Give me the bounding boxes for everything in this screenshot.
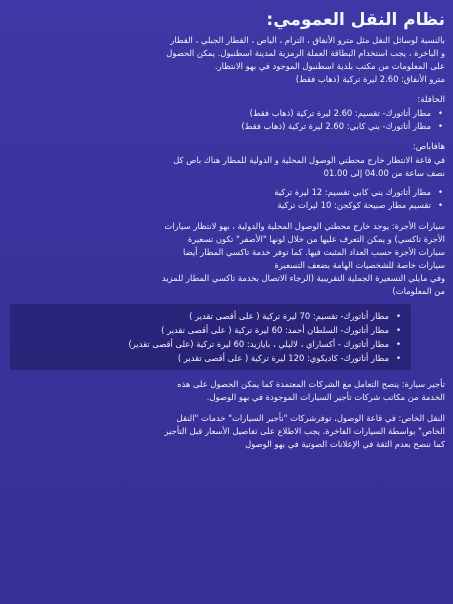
page-title: نظام النقل العمومي: xyxy=(266,10,445,30)
metro-price: مترو الأنفاق: 2.60 ليرة تركية (ذهاب فقط) xyxy=(295,74,445,84)
rental-line: تأجير سيارة: ينصح التعامل مع الشركات المعتمدة كما يمكن الحصول على هذه xyxy=(177,379,445,389)
havabus-line: في قاعة الانتظار خارج محطتي الوصول المحلية و الدولية للمطار هناك باص كل xyxy=(173,155,445,165)
private-transport-section xyxy=(10,412,445,451)
taxi-line: الأجرة تاكسي) و يمكن التعرف عليها من خلال لونها "الأصفر" تكون تسعيرة xyxy=(187,234,445,244)
list-item xyxy=(10,351,401,365)
taxi-price-text: مطار أتاتورك - أكساراي ، لاليلي ، بايازيد: 60 ليرة تركية (على أقصى تقدير) xyxy=(128,339,389,349)
private-line: النقل الخاص: في قاعة الوصول، توفرشركات "تأجير السيارات" خدمات "النقل xyxy=(176,413,445,423)
intro-line: على المعلومات من مكتب بلدية اسطنبول الموجود في بهو الانتظار. xyxy=(214,61,445,71)
list-item xyxy=(10,120,443,133)
bullet-icon: • xyxy=(396,311,401,321)
bus-list xyxy=(10,107,445,133)
private-line: كما ننصح بعدم الثقة في الإعلانات الصوتية في بهو الوصول xyxy=(245,439,445,449)
taxi-line: من المعلومات) xyxy=(392,286,445,296)
bus-item-text: مطار أتاتورك- يني كابي: 2.60 ليرة تركية (ذهاب فقط) xyxy=(241,121,431,131)
bus-heading: الحافلة: xyxy=(417,95,445,105)
bullet-icon: • xyxy=(438,200,443,210)
intro-paragraph xyxy=(10,34,445,86)
list-item xyxy=(10,186,443,199)
taxi-price-text: مطار أتاتورك- السلطان أحمد: 60 ليرة تركية ( على أقصى تقدير ) xyxy=(161,325,389,335)
taxi-price-text: مطار أتاتورك- تقسيم: 70 ليرة تركية ( على أقصى تقدير ) xyxy=(189,311,389,321)
taxi-line: وفي مايلي التسعيرة الجملية التقريبية (الرجاء الاتصال بخدمة تاكسي المطار للمزيد xyxy=(161,273,445,283)
bullet-icon: • xyxy=(396,353,401,363)
bus-item-text: مطار أتاتورك- تقسيم: 2.60 ليرة تركية (ذهاب فقط) xyxy=(249,108,431,118)
list-item xyxy=(10,323,401,337)
havabus-heading: هافاباص: xyxy=(412,142,445,152)
bullet-icon: • xyxy=(438,108,443,118)
taxi-line: سيارات الأجرة حسب العداد المثبت فيها. كما توفر خدمة تاكسي المطار أيضا xyxy=(183,247,445,257)
private-line: الخاص" بواسطة السيارات الفاخرة. يجب الاطلاع على تفاصيل الأسعار قبل التأجير xyxy=(164,426,445,436)
rental-line: الخدمة من مكاتب شركات تأجير السيارات الموجودة في بهو الوصول. xyxy=(206,392,445,402)
havabus-section xyxy=(10,141,445,212)
list-item xyxy=(10,199,443,212)
intro-line: بالنسبة لوسائل النقل مثل مترو الأنفاق ، الترام ، الباص ، القطار الجبلي ، القطار xyxy=(170,35,445,45)
taxi-price-box xyxy=(10,304,411,370)
taxi-price-text: مطار أتاتورك- كاديكوي: 120 ليرة تركية ( على أقصى تقدير ) xyxy=(177,353,389,363)
taxi-price-list xyxy=(10,309,403,365)
havabus-item-text: مطار أتاتورك يني كابي تقسيم: 12 ليرة تركية xyxy=(274,187,431,197)
intro-line: و الباخرة ، يجب استخدام البطاقة العملة الرمزية لمدينة اسطنبول. يمكن الحصول xyxy=(166,48,445,58)
havabus-item-text: تقسيم مطار صبيحة كوكجن: 10 ليرات تركية xyxy=(277,200,431,210)
rental-section xyxy=(10,378,445,404)
havabus-line: نصف ساعة من 04.00 إلى 01.00 xyxy=(323,168,445,178)
taxi-line: سيارات الأجرة: يوجد خارج محطتي الوصول المحلية والدولية ، بهو لانتظار سيارات xyxy=(164,221,445,231)
bullet-icon: • xyxy=(438,187,443,197)
list-item xyxy=(10,309,401,323)
bullet-icon: • xyxy=(396,325,401,335)
board-content xyxy=(10,10,445,451)
bullet-icon: • xyxy=(438,121,443,131)
havabus-list xyxy=(10,186,445,212)
bus-section xyxy=(10,94,445,133)
taxi-line: سيارات خاصة للشخصيات الهامة بضعف التسعيرة xyxy=(274,260,445,270)
list-item xyxy=(10,107,443,120)
taxi-section xyxy=(10,220,445,370)
list-item xyxy=(10,337,401,351)
bullet-icon: • xyxy=(396,339,401,349)
